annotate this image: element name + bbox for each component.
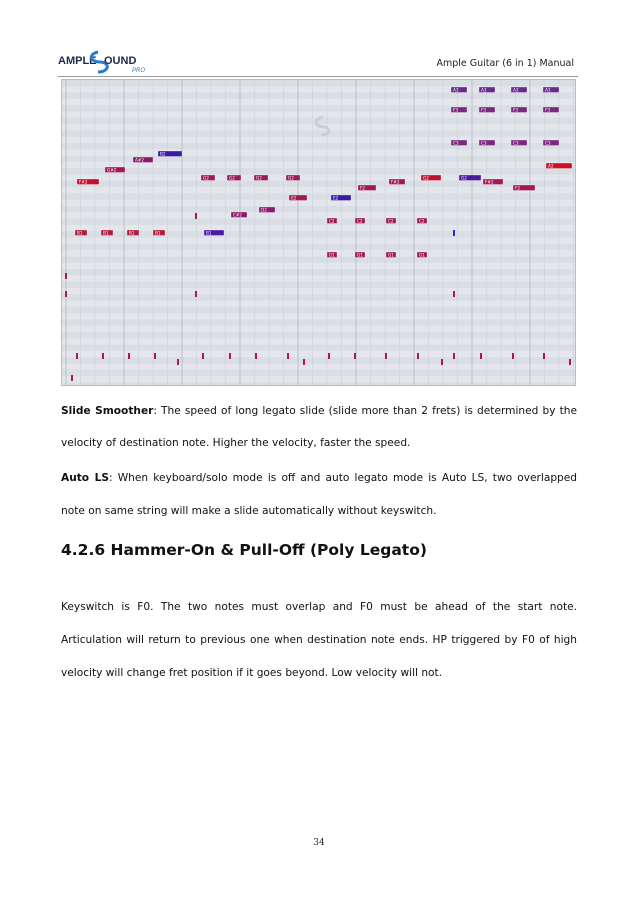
note-label: B1 [206,230,212,236]
roll-lane [62,345,576,351]
header-divider [58,76,578,77]
roll-lane [62,193,576,199]
keyswitch-marker [65,291,67,297]
roll-lane [62,137,576,143]
note-label: F2 [360,185,366,191]
paragraph-slide-smoother-line2: velocity of destination note. Higher the velocity, faster the speed. [61,437,411,449]
note-label: C2 [329,218,335,224]
roll-lane [62,206,576,212]
keyswitch-marker [354,353,356,359]
note-label: G1 [357,252,363,258]
paragraph-hammer-on-line2: Articulation will return to previous one when destination note ends. HP triggered by F0 of high [61,634,577,646]
piano-roll-screenshot [61,79,576,386]
page-header [58,48,578,76]
svg-text:PRO: PRO [132,68,146,74]
paragraph-hammer-on-line1: Keyswitch is F0. The two notes must overlap and F0 must be ahead of the start note. [61,601,577,613]
roll-lane [62,307,576,313]
paragraph-auto-ls-line1 [61,471,577,485]
note-label: A3 [481,87,487,93]
keyswitch-marker [202,353,204,359]
note-label: B1 [77,230,83,236]
note-label: A3 [513,87,519,93]
note-label: B2 [160,151,166,157]
keyswitch-marker [65,273,67,279]
roll-lane [62,357,576,363]
roll-lane [62,140,576,149]
ample-sound-logo [58,48,188,76]
roll-lane [62,370,576,376]
note-label: C3 [513,140,519,146]
svg-text:OUND: OUND [104,55,137,67]
paragraph-slide-smoother-line1 [61,404,577,418]
roll-lane [62,269,576,275]
roll-lane [62,275,576,281]
roll-lane [62,162,576,168]
note-label: C2 [388,218,394,224]
roll-lane [62,212,576,218]
roll-lane [62,338,576,344]
roll-lane [62,294,576,300]
note-label: C3 [545,140,551,146]
note-label: A3 [453,87,459,93]
roll-lane [62,382,576,386]
roll-lane [62,80,576,86]
keyswitch-marker [229,353,231,359]
roll-lane [62,364,576,370]
svg-text:AMPLE: AMPLE [58,55,97,67]
keyswitch-marker [385,353,387,359]
note-label: B1 [155,230,161,236]
section-heading: 4.2.6 Hammer-On & Pull-Off (Poly Legato) [61,541,427,559]
roll-lane [62,351,576,357]
note-label: G2 [256,175,262,181]
roll-lane [62,130,576,136]
roll-lane [62,86,576,92]
note-label: F#2 [485,179,494,185]
keyswitch-marker [453,230,455,236]
roll-lane [62,149,576,155]
roll-lane [62,187,576,193]
note-label: A#2 [135,157,145,163]
roll-lane [62,238,576,244]
note-label: B1 [129,230,135,236]
note-label: F#2 [79,179,88,185]
keyswitch-marker [417,353,419,359]
text-span: : The speed of long legato slide (slide more than 2 frets) is determined by the [153,405,577,417]
note-label: G1 [329,252,335,258]
note-label: F3 [481,107,487,113]
keyswitch-marker [569,359,571,365]
note-label: G2 [461,175,467,181]
note-label: F2 [515,185,521,191]
roll-lane [62,219,576,225]
keyswitch-marker [154,353,156,359]
keyswitch-marker [328,353,330,359]
note-label: A2 [548,163,554,169]
roll-lane [62,326,576,332]
keyswitch-marker [177,359,179,365]
note-label: G2 [423,175,429,181]
roll-lane [62,99,576,105]
note-label: F3 [453,107,459,113]
roll-lane [62,319,576,325]
keyswitch-marker [453,353,455,359]
keyswitch-marker [255,353,257,359]
page-number: 34 [313,838,325,848]
note-label: F3 [513,107,519,113]
keyswitch-marker [453,291,455,297]
term-auto-ls: Auto LS [61,472,109,484]
note-label: G1 [388,252,394,258]
roll-lane [62,332,576,338]
keyswitch-marker [102,353,104,359]
note-label: F3 [545,107,551,113]
keyswitch-marker [480,353,482,359]
note-label: F#2 [391,179,400,185]
note-label: C#2 [233,212,243,218]
keyswitch-marker [76,353,78,359]
roll-lane [62,301,576,307]
note-label: C2 [357,218,363,224]
note-label: B1 [103,230,109,236]
note-label: G1 [419,252,425,258]
note-label: E2 [333,195,339,201]
keyswitch-marker [128,353,130,359]
paragraph-auto-ls-line2: note on same string will make a slide automatically without keyswitch. [61,505,437,517]
text-span: : When keyboard/solo mode is off and auto legato mode is Auto LS, two overlapped [108,472,578,484]
manual-title: Ample Guitar (6 in 1) Manual [436,58,574,69]
roll-lane [62,168,576,174]
term-slide-smoother: Slide Smoother [61,405,154,417]
roll-lane [62,282,576,288]
roll-lane [62,256,576,262]
roll-lane [62,250,576,256]
note-label: E2 [291,195,297,201]
roll-lane [62,313,576,319]
roll-lane [62,376,576,382]
note-label: G2 [229,175,235,181]
roll-lane [62,200,576,206]
keyswitch-marker [287,353,289,359]
note-label: D2 [261,207,267,213]
keyswitch-marker [71,375,73,381]
note-label: C3 [481,140,487,146]
keyswitch-marker [195,213,197,219]
note-label: A3 [545,87,551,93]
keyswitch-marker [303,359,305,365]
keyswitch-marker [195,291,197,297]
note-label: C2 [419,218,425,224]
note-label: G2 [288,175,294,181]
roll-lane [62,93,576,99]
keyswitch-marker [543,353,545,359]
roll-lane [62,244,576,250]
roll-lane [62,263,576,269]
roll-lane [62,105,576,111]
note-label: G2 [203,175,209,181]
note-label: C3 [453,140,459,146]
keyswitch-marker [512,353,514,359]
paragraph-hammer-on-line3: velocity will change fret position if it goes beyond. Low velocity will not. [61,667,443,679]
note-label: G#2 [107,167,117,173]
roll-lane [62,288,576,294]
keyswitch-marker [441,359,443,365]
piano-roll-canvas [62,80,576,386]
